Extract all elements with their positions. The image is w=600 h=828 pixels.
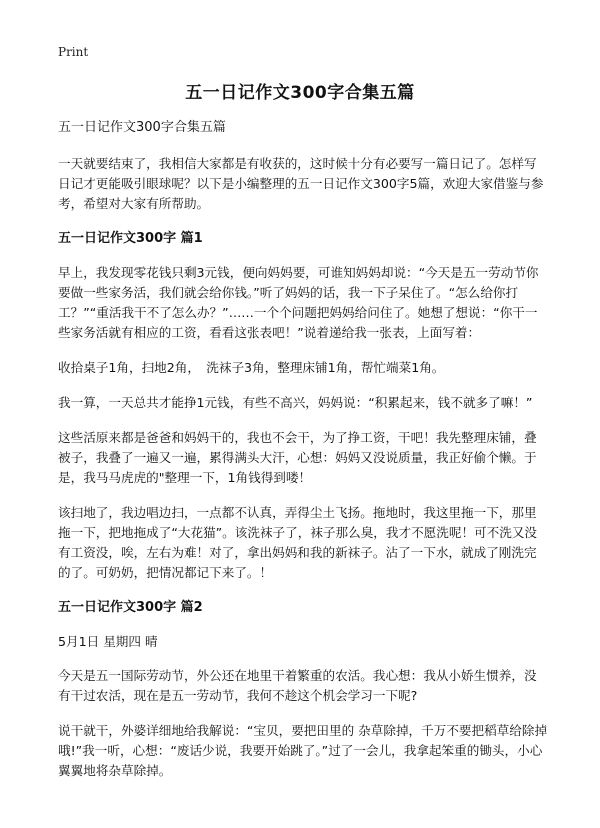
- section1-paragraph: 收拾桌子1角，扫地2角， 洗袜子3角，整理床铺1角，帮忙端菜1角。: [58, 360, 445, 375]
- document-body: [58, 118, 548, 796]
- section2-date-line: 5月1日 星期四 晴: [58, 634, 158, 649]
- section1-paragraph: 这些活原来都是爸爸和妈妈干的，我也不会干，为了挣工资，干吧！我先整理床铺，叠被子，我叠了一遍又一遍，累得满头大汗，心想：妈妈又没说质量，我正好偷个懒。于是，我马马虎虎的"整理一下，1角钱得到喽！: [58, 430, 537, 485]
- section1-paragraph: 我一算，一天总共才能挣1元钱，有些不高兴，妈妈说：“积累起来，钱不就多了嘛！”: [58, 395, 533, 410]
- section1-paragraph: 该扫地了，我边唱边扫，一点都不认真，弄得尘土飞扬。拖地时，我这里拖一下，那里拖一下，把地拖成了“大花猫”。该洗袜子了，袜子那么臭，我才不愿洗呢！可不洗又没有工资没，唉，左右为难！对了，拿出妈妈和我的新袜子。沾了一下水，就成了刚洗完的了。可奶奶，把情况都记下来了。！: [58, 505, 538, 580]
- section2-paragraph: 说干就干，外婆详细地给我解说：“宝贝，要把田里的 杂草除掉，千万不要把稻草给除掉哦!”我一听，心想：“废话少说，我要开始跳了。”过了一会儿，我拿起笨重的锄头，小心翼翼地将杂草除掉。: [58, 723, 548, 778]
- section-heading-2: 五一日记作文300字 篇2: [58, 600, 203, 615]
- section1-paragraph: 早上，我发现零花钱只剩3元钱，便向妈妈要，可谁知妈妈却说：“今天是五一劳动节你要做一些家务活，我们就会给你钱。”听了妈妈的话，我一下子呆住了。“怎么给你打工？”“重活我干不了怎么办？”……一个个问题把妈妈给问住了。她想了想说：“你干一些家务活就有相应的工资，看看这张表吧！”说着递给我一张表，上面写着：: [58, 265, 539, 340]
- intro-paragraph: 一天就要结束了，我相信大家都是有收获的，这时候十分有必要写一篇日记了。怎样写日记才更能吸引眼球呢？以下是小编整理的五一日记作文300字5篇，欢迎大家借鉴与参考，希望对大家有所帮助。: [58, 156, 544, 211]
- print-link[interactable]: Print: [58, 45, 89, 59]
- page-title: 五一日记作文300字合集五篇: [185, 83, 415, 103]
- section2-paragraph: 今天是五一国际劳动节，外公还在地里干着繁重的农活。我心想：我从小娇生惯养，没有干过农活，现在是五一劳动节，我何不趁这个机会学习一下呢?: [58, 668, 537, 703]
- document-subtitle: 五一日记作文300字合集五篇: [58, 120, 226, 135]
- section-heading-1: 五一日记作文300字 篇1: [58, 231, 203, 246]
